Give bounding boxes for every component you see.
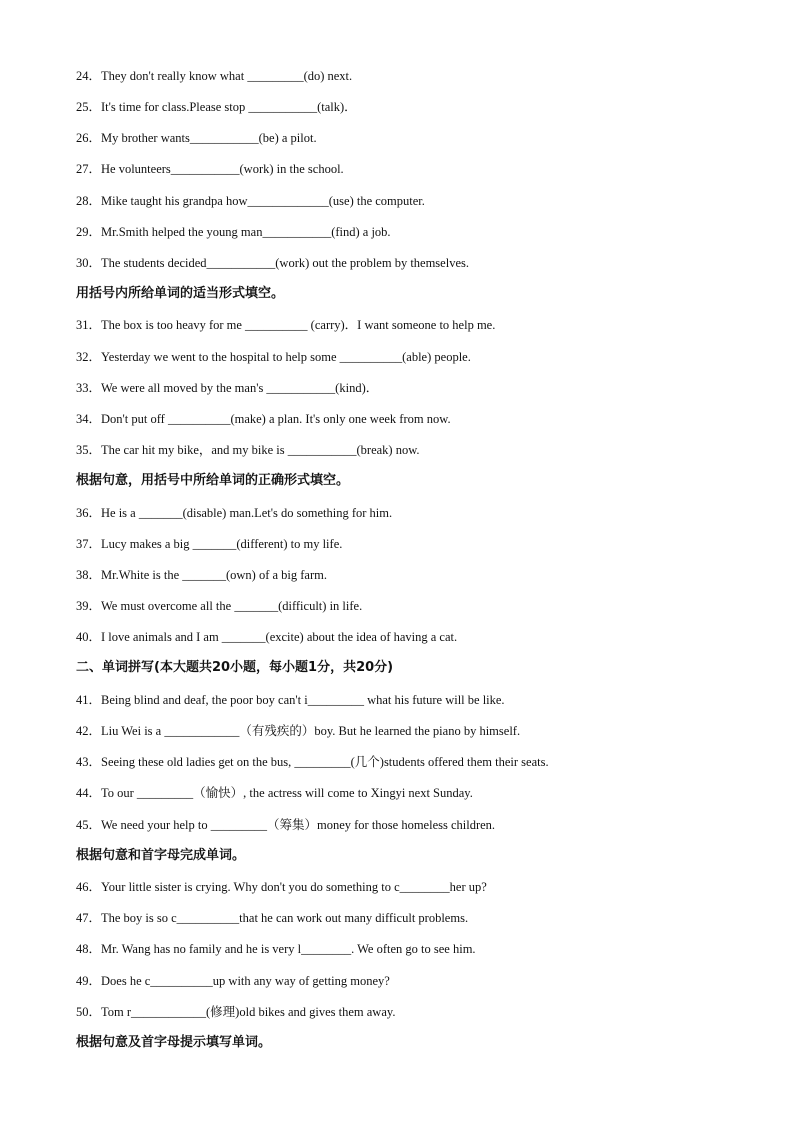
question-35: 35．The car hit my bike，and my bike is ___________(break) now.	[76, 443, 420, 457]
question-24: 24．They don't really know what _________(do) next.	[76, 69, 353, 83]
question-50: 50．Tom r____________(修理)old bikes and gives them away.	[76, 1005, 396, 1019]
question-32: 32．Yesterday we went to the hospital to help some __________(able) people.	[76, 350, 471, 364]
section-heading-2: 根据句意，用括号中所给单词的正确形式填空。	[76, 473, 350, 488]
section-heading-3: 二、单词拼写(本大题共20小题，每小题1分，共20分)	[76, 660, 394, 675]
question-27: 27．He volunteers___________(work) in the school.	[76, 162, 344, 176]
question-26: 26．My brother wants___________(be) a pilot.	[76, 131, 317, 145]
question-34: 34．Don't put off __________(make) a plan. It's only one week from now.	[76, 412, 451, 426]
question-33: 33．We were all moved by the man's ___________(kind)．	[76, 381, 379, 395]
section-heading-1: 用括号内所给单词的适当形式填空。	[76, 286, 285, 301]
section-heading-5: 根据句意及首字母提示填写单词。	[76, 1035, 272, 1050]
section-heading-4: 根据句意和首字母完成单词。	[76, 848, 246, 863]
question-49: 49．Does he c__________up with any way of getting money?	[76, 974, 390, 988]
question-47: 47．The boy is so c__________that he can work out many difficult problems.	[76, 911, 469, 925]
question-36: 36．He is a _______(disable) man.Let's do something for him.	[76, 506, 393, 520]
question-43: 43．Seeing these old ladies get on the bus, _________(几个)students offered them their seats.	[76, 755, 549, 769]
question-25: 25．It's time for class.Please stop ___________(talk)．	[76, 100, 357, 114]
question-29: 29．Mr.Smith helped the young man___________(find) a job.	[76, 225, 391, 239]
question-38: 38．Mr.White is the _______(own) of a big farm.	[76, 568, 327, 582]
question-30: 30．The students decided___________(work) out the problem by themselves.	[76, 256, 469, 270]
question-44: 44．To our _________（愉快）, the actress will come to Xingyi next Sunday.	[76, 786, 473, 800]
question-37: 37．Lucy makes a big _______(different) to my life.	[76, 537, 343, 551]
question-39: 39．We must overcome all the _______(difficult) in life.	[76, 599, 363, 613]
question-48: 48．Mr. Wang has no family and he is very l________. We often go to see him.	[76, 942, 476, 956]
question-28: 28．Mike taught his grandpa how_____________(use) the computer.	[76, 194, 425, 208]
question-31: 31．The box is too heavy for me __________ (carry)．I want someone to help me.	[76, 318, 496, 332]
question-46: 46．Your little sister is crying. Why don't you do something to c________her up?	[76, 880, 487, 894]
question-42: 42．Liu Wei is a ____________（有残疾的）boy. But he learned the piano by himself.	[76, 724, 521, 738]
question-40: 40．I love animals and I am _______(excite) about the idea of having a cat.	[76, 630, 458, 644]
question-41: 41．Being blind and deaf, the poor boy can't i_________ what his future will be like.	[76, 693, 505, 707]
question-45: 45．We need your help to _________（筹集）money for those homeless children.	[76, 818, 496, 832]
